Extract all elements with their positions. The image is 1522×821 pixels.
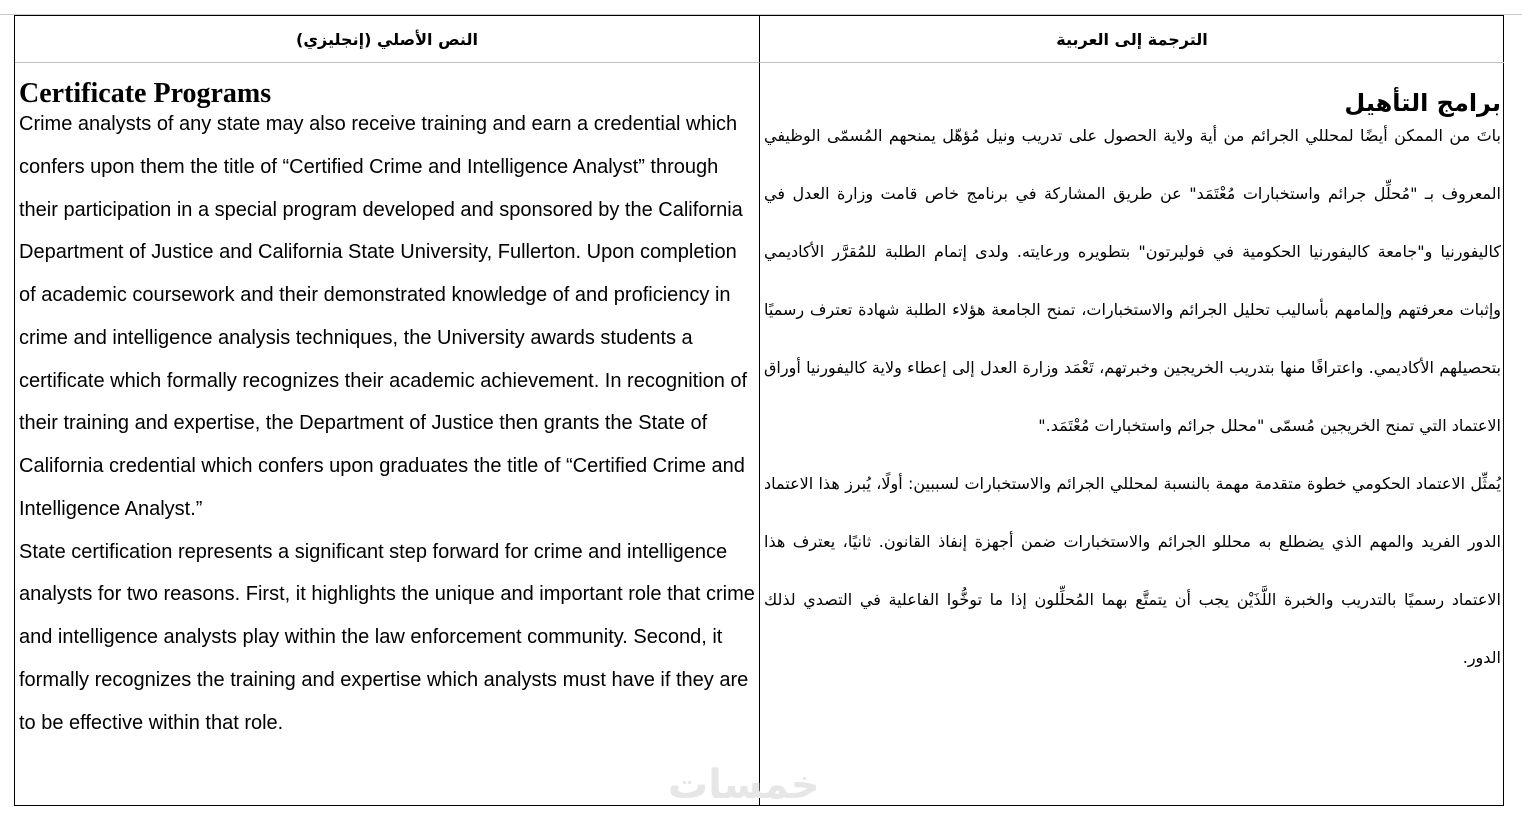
original-column-header-label: النص الأصلي (إنجليزي) [296,29,478,49]
original-column-header [15,16,760,63]
original-title: Certificate Programs [19,78,272,109]
original-paragraph-2: State certification represents a significant step forward for crime and intelligence analysts for two reasons. First, it highlights the unique and important role that crime and intelligence analysts play within the law enforcement community. Second, it formally recognizes the training and expertise which analysts must have if they are to be effective within that role. [19,540,755,734]
translation-column-header-label: الترجمة إلى العربية [1056,29,1208,49]
original-paragraph-1: Crime analysts of any state may also receive training and earn a credential which confers upon them the title of “Certified Crime and Intelligence Analyst” through their participation in a special program developed and sponsored by the California Department of Justice and California State University, Fullerton. Upon completion of academic coursework and their demonstrated knowledge of and proficiency in crime and intelligence analysis techniques, the University awards students a certificate which formally recognizes their academic achievement. In recognition of their training and expertise, the Department of Justice then grants the State of California credential which confers upon graduates the title of “Certified Crime and Intelligence Analyst.” [19,113,748,520]
watermark-logo: خمسات [668,762,820,808]
original-text-cell [15,63,760,805]
translation-paragraph-1: باتَ من الممكن أيضًا لمحللي الجرائم من أية ولاية الحصول على تدريب ونيل مُؤهّل يمنحهم المُسمّى الوظيفي المعروف بـ "مُحلِّل جرائم واستخبارات مُعْتَمَد" عن طريق المشاركة في برنامج خاص قامت وزارة العدل في كاليفورنيا و"جامعة كاليفورنيا الحكومية في فوليرتون" بتطويره ورعايته. ولدى إتمام الطلبة للمُقرَّر الأكاديمي وإثبات معرفتهم وإلمامهم بأساليب تحليل الجرائم والاستخبارات، تمنح الجامعة هؤلاء الطلبة شهادة تعترف رسميًا بتحصيلهم الأكاديمي. واعترافًا منها بتدريب الخريجين وخبرتهم، تَعْمَد وزارة العدل إلى إعطاء ولاية كاليفورنيا أوراق الاعتماد التي تمنح الخريجين مُسمّى "محلل جرائم واستخبارات مُعْتَمَد." [764,126,1501,435]
translation-paragraph-2: يُمثِّل الاعتماد الحكومي خطوة متقدمة مهمة بالنسبة لمحللي الجرائم والاستخبارات لسببين: أولًا، يُبرز هذا الاعتماد الدور الفريد والمهم الذي يضطلع به محللو الجرائم والاستخبارات ضمن أجهزة إنفاذ القانون. ثانيًا، يعترف هذا الاعتماد رسميًا بالتدريب والخبرة اللَّذَيْن يجب أن يتمتَّع بهما المُحلِّلون إذا ما توخُّوا الفاعلية في التصدي لذلك الدور. [764,474,1501,667]
translation-title: برامج التأهيل [1344,89,1501,117]
translation-column-header [760,16,1504,63]
translation-text-cell [760,63,1504,805]
translation-table [14,15,1504,806]
